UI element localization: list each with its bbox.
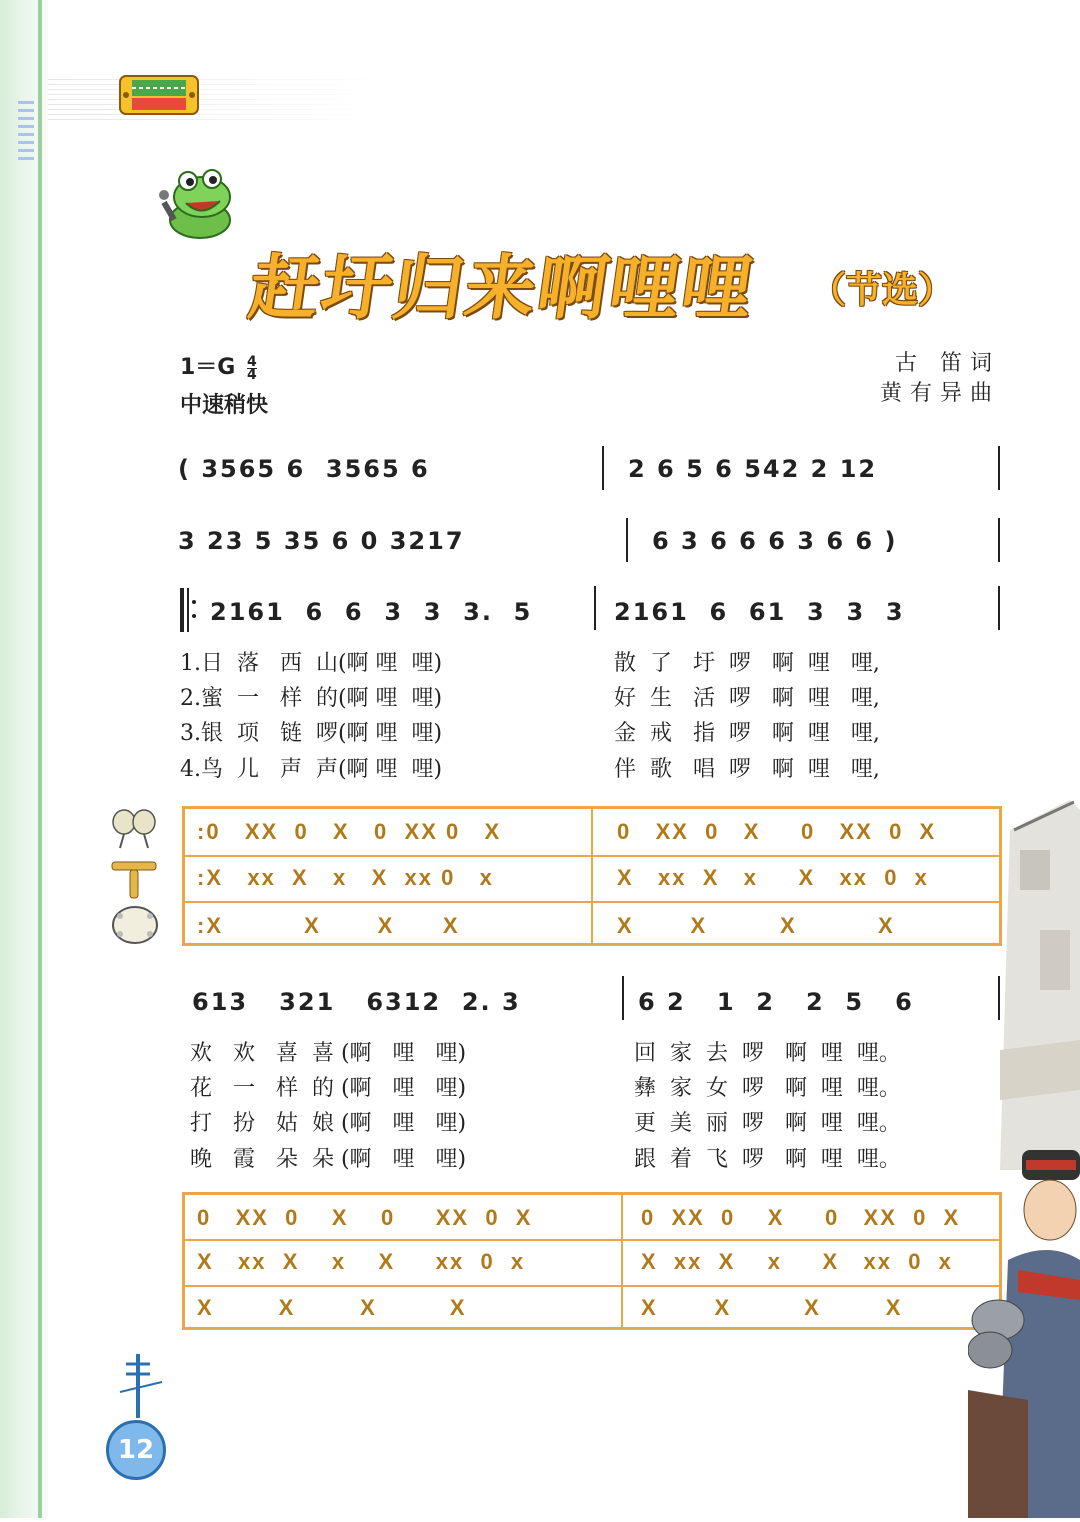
- claves-rhythm-left: X xx X x X xx 0 x: [197, 1249, 526, 1274]
- binding-marks: [18, 100, 34, 160]
- binding-line: [38, 0, 42, 1518]
- lyric-line-4-left: 晚 霞 朵 朵 (啊 哩 哩): [190, 1147, 467, 1172]
- tambourine-rhythm-left: :X X X X: [197, 913, 460, 938]
- table-row: [185, 1239, 999, 1241]
- barline-end: [998, 518, 1000, 562]
- barline: [594, 586, 596, 630]
- composer-credit: 黄有异曲: [879, 381, 1000, 406]
- song-title: 赶圩归来啊哩哩: [243, 247, 760, 329]
- lyric-line-1-left: 欢 欢 喜 喜 (啊 哩 哩): [190, 1041, 467, 1066]
- rhythm-table-1: [182, 806, 1002, 946]
- maracas-rhythm-right: 0 XX 0 X 0 XX 0 X: [641, 1205, 961, 1230]
- maracas-rhythm-left: :0 XX 0 X 0 XX 0 X: [197, 819, 502, 844]
- verse-b-lyrics: [190, 1036, 980, 1176]
- claves-rhythm-right: X xx X x X xx 0 x: [617, 865, 929, 890]
- tambourine-rhythm-right: X X X X: [641, 1295, 903, 1320]
- lyric-line-1-right: 散 了 圩 啰 啊 哩 哩,: [614, 651, 880, 676]
- lyric-line-3-right: 更 美 丽 啰 啊 哩 哩。: [634, 1111, 901, 1136]
- time-signature: [247, 353, 257, 383]
- lyric-line-2-right: 好 生 活 啰 啊 哩 哩,: [614, 686, 880, 711]
- tempo-marking: 中速稍快: [180, 393, 269, 418]
- verse-b-measure2: 6 2 1 2 2 5 6: [638, 988, 914, 1016]
- frog-mascot-icon: [150, 165, 240, 245]
- claves-rhythm-right: X xx X x X xx 0 x: [641, 1249, 953, 1274]
- maracas-rhythm-left: 0 XX 0 X 0 XX 0 X: [197, 1205, 533, 1230]
- time-bottom: 4: [247, 366, 257, 383]
- intro-line2-measure2: 6 3 6 6 6 3 6 6 ): [652, 527, 898, 555]
- key-signature: [180, 350, 340, 383]
- accordion-icon: [118, 70, 200, 120]
- intro-line2-measure1: 3 23 5 35 6 0 3217: [178, 527, 465, 555]
- lyric-line-2-left: 2.蜜 一 样 的(啊 哩 哩): [180, 686, 443, 711]
- verse-a-measure2: 2161 6 61 3 3 3: [614, 598, 905, 626]
- table-divider: [621, 1195, 623, 1327]
- page-number: 12: [106, 1420, 166, 1480]
- intro-line1-measure1: ( 3565 6 3565 6: [178, 455, 430, 483]
- table-row: [185, 855, 999, 857]
- erhu-icon: [112, 1352, 164, 1422]
- lyric-line-1-right: 回 家 去 啰 啊 哩 哩。: [634, 1041, 901, 1066]
- tambourine-icon: [110, 902, 160, 948]
- lyric-line-4-left: 4.鸟 儿 声 声(啊 哩 哩): [180, 757, 443, 782]
- table-row: [185, 1285, 999, 1287]
- barline: [626, 518, 628, 562]
- tambourine-rhythm-right: X X X X: [617, 913, 895, 938]
- lyric-line-3-left: 3.银 项 链 啰(啊 哩 哩): [180, 721, 443, 746]
- rhythm-table-2: [182, 1192, 1002, 1330]
- barline: [602, 446, 604, 490]
- barline: [622, 976, 624, 1020]
- tambourine-rhythm-left: X X X X: [197, 1295, 467, 1320]
- intro-line1-measure2: 2 6 5 6 542 2 12: [628, 455, 878, 483]
- table-divider: [591, 809, 593, 943]
- lyric-line-3-left: 打 扮 姑 娘 (啊 哩 哩): [190, 1111, 467, 1136]
- lyric-line-2-left: 花 一 样 的 (啊 哩 哩): [190, 1076, 467, 1101]
- lyric-line-4-right: 伴 歌 唱 啰 啊 哩 哩,: [614, 757, 880, 782]
- lyric-line-4-right: 跟 着 飞 啰 啊 哩 哩。: [634, 1147, 901, 1172]
- lyric-line-2-right: 彝 家 女 啰 啊 哩 哩。: [634, 1076, 901, 1101]
- repeat-sign: [180, 588, 196, 632]
- claves-rhythm-left: :X xx X x X xx 0 x: [197, 865, 494, 890]
- barline-end: [998, 446, 1000, 490]
- header-decoration: [48, 78, 388, 120]
- verse-a-measure1: 2161 6 6 3 3 3. 5: [210, 598, 533, 626]
- maracas-rhythm-right: 0 XX 0 X 0 XX 0 X: [617, 819, 937, 844]
- key-text: 1＝G: [180, 355, 236, 380]
- claves-icon: [108, 858, 160, 900]
- barline-end: [998, 586, 1000, 630]
- village-illustration: [1000, 790, 1080, 1170]
- lyricist-credit: 古 笛词: [895, 351, 1000, 376]
- maracas-icon: [108, 808, 160, 850]
- time-top: 4: [247, 353, 257, 370]
- lyric-line-3-right: 金 戒 指 啰 啊 哩 哩,: [614, 721, 880, 746]
- table-row: [185, 901, 999, 903]
- verse-b-measure1: 613 321 6312 2. 3: [192, 988, 521, 1016]
- verse-a-lyrics: [180, 646, 980, 786]
- woman-illustration: [968, 1150, 1080, 1518]
- song-title-excerpt-note: （节选）: [810, 270, 955, 311]
- lyric-line-1-left: 1.日 落 西 山(啊 哩 哩): [180, 651, 443, 676]
